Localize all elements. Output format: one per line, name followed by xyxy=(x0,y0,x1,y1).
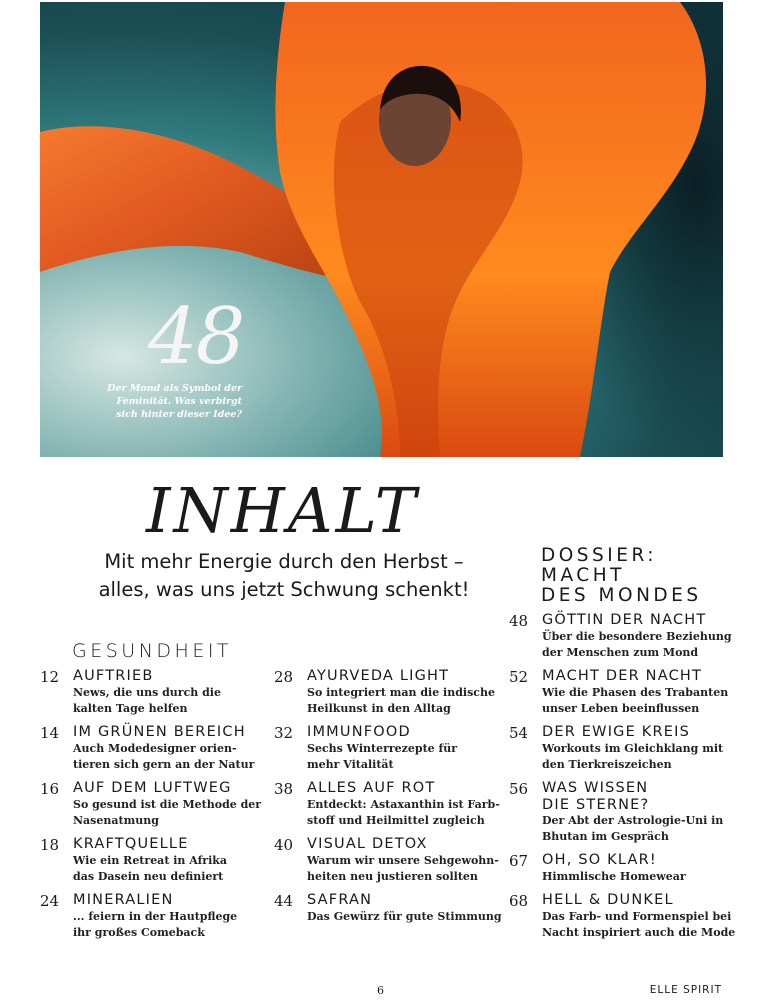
footer-brand: ELLE SPIRIT xyxy=(649,984,722,996)
toc-title: KRAFTQUELLE xyxy=(73,836,189,852)
page-subtitle xyxy=(74,548,494,604)
toc-page-number: 16 xyxy=(40,780,60,798)
toc-title: IMMUNFOOD xyxy=(307,724,411,740)
toc-title: MINERALIEN xyxy=(73,892,174,908)
toc-description: News, die uns durch die kalten Tage helfen xyxy=(73,686,221,715)
toc-page-number: 67 xyxy=(509,852,529,870)
page-title: INHALT xyxy=(146,474,420,547)
toc-title: WAS WISSEN DIE STERNE? xyxy=(542,780,650,813)
toc-page-number: 44 xyxy=(274,892,294,910)
toc-title: HELL & DUNKEL xyxy=(542,892,674,908)
toc-description: Das Farb- und Formenspiel bei Nacht inspiriert auch die Mode xyxy=(542,910,736,939)
toc-title: ALLES AUF ROT xyxy=(307,780,436,796)
toc-title: DER EWIGE KREIS xyxy=(542,724,691,740)
toc-title: OH, SO KLAR! xyxy=(542,852,657,868)
toc-description: Sechs Winterrezepte für mehr Vitalität xyxy=(307,742,458,771)
toc-description: Das Gewürz für gute Stimmung xyxy=(307,910,502,923)
toc-page-number: 14 xyxy=(40,724,60,742)
toc-title: AUF DEM LUFTWEG xyxy=(73,780,232,796)
hero-photo xyxy=(40,2,723,457)
hero-caption: Der Mond als Symbol der Feminität. Was verbirgt sich hinter dieser Idee? xyxy=(107,383,242,420)
toc-page-number: 52 xyxy=(509,668,529,686)
toc-page-number: 40 xyxy=(274,836,294,854)
toc-page-number: 68 xyxy=(509,892,529,910)
subtitle-line-1: Mit mehr Energie durch den Herbst – xyxy=(104,550,464,573)
toc-page-number: 56 xyxy=(509,780,529,798)
toc-page-number: 28 xyxy=(274,668,294,686)
toc-description: So integriert man die indische Heilkunst in den Alltag xyxy=(307,686,495,715)
toc-description: Der Abt der Astrologie-Uni in Bhutan im Gespräch xyxy=(542,814,724,843)
toc-description: Auch Modedesigner orien- tieren sich gern an der Natur xyxy=(73,742,255,771)
hero-page-number: 48 xyxy=(148,292,244,382)
toc-page-number: 12 xyxy=(40,668,60,686)
toc-title: VISUAL DETOX xyxy=(307,836,428,852)
toc-title: MACHT DER NACHT xyxy=(542,668,703,684)
toc-description: Himmlische Homewear xyxy=(542,870,686,883)
dossier-title xyxy=(541,546,702,606)
dossier-title-line-2: MACHT xyxy=(541,565,625,586)
toc-title: AUFTRIEB xyxy=(73,668,154,684)
footer-page-number: 6 xyxy=(377,984,384,997)
toc-page-number: 32 xyxy=(274,724,294,742)
toc-description: Entdeckt: Astaxanthin ist Farb- stoff und Heilmittel zugleich xyxy=(307,798,500,827)
dossier-title-line-1: DOSSIER: xyxy=(541,545,657,566)
toc-title: GÖTTIN DER NACHT xyxy=(542,612,707,628)
toc-page-number: 24 xyxy=(40,892,60,910)
toc-description: Warum wir unsere Sehgewohn- heiten neu justieren sollten xyxy=(307,854,499,883)
toc-title: AYURVEDA LIGHT xyxy=(307,668,450,684)
toc-page-number: 54 xyxy=(509,724,529,742)
dossier-title-line-3: DES MONDES xyxy=(541,585,702,606)
subtitle-line-2: alles, was uns jetzt Schwung schenkt! xyxy=(98,578,470,601)
toc-page-number: 48 xyxy=(509,612,529,630)
toc-page-number: 18 xyxy=(40,836,60,854)
section-title-gesundheit: GESUNDHEIT xyxy=(72,640,233,662)
toc-description: Workouts im Gleichklang mit den Tierkreiszeichen xyxy=(542,742,724,771)
toc-description: So gesund ist die Methode der Nasenatmung xyxy=(73,798,262,827)
toc-title: IM GRÜNEN BEREICH xyxy=(73,724,246,740)
toc-description: Wie die Phasen des Trabanten unser Leben beeinflussen xyxy=(542,686,729,715)
toc-page-number: 38 xyxy=(274,780,294,798)
toc-description: ... feiern in der Hautpflege ihr großes Comeback xyxy=(73,910,238,939)
toc-description: Wie ein Retreat in Afrika das Dasein neu definiert xyxy=(73,854,228,883)
toc-title: SAFRAN xyxy=(307,892,373,908)
toc-description: Über die besondere Beziehung der Menschen zum Mond xyxy=(542,630,732,659)
